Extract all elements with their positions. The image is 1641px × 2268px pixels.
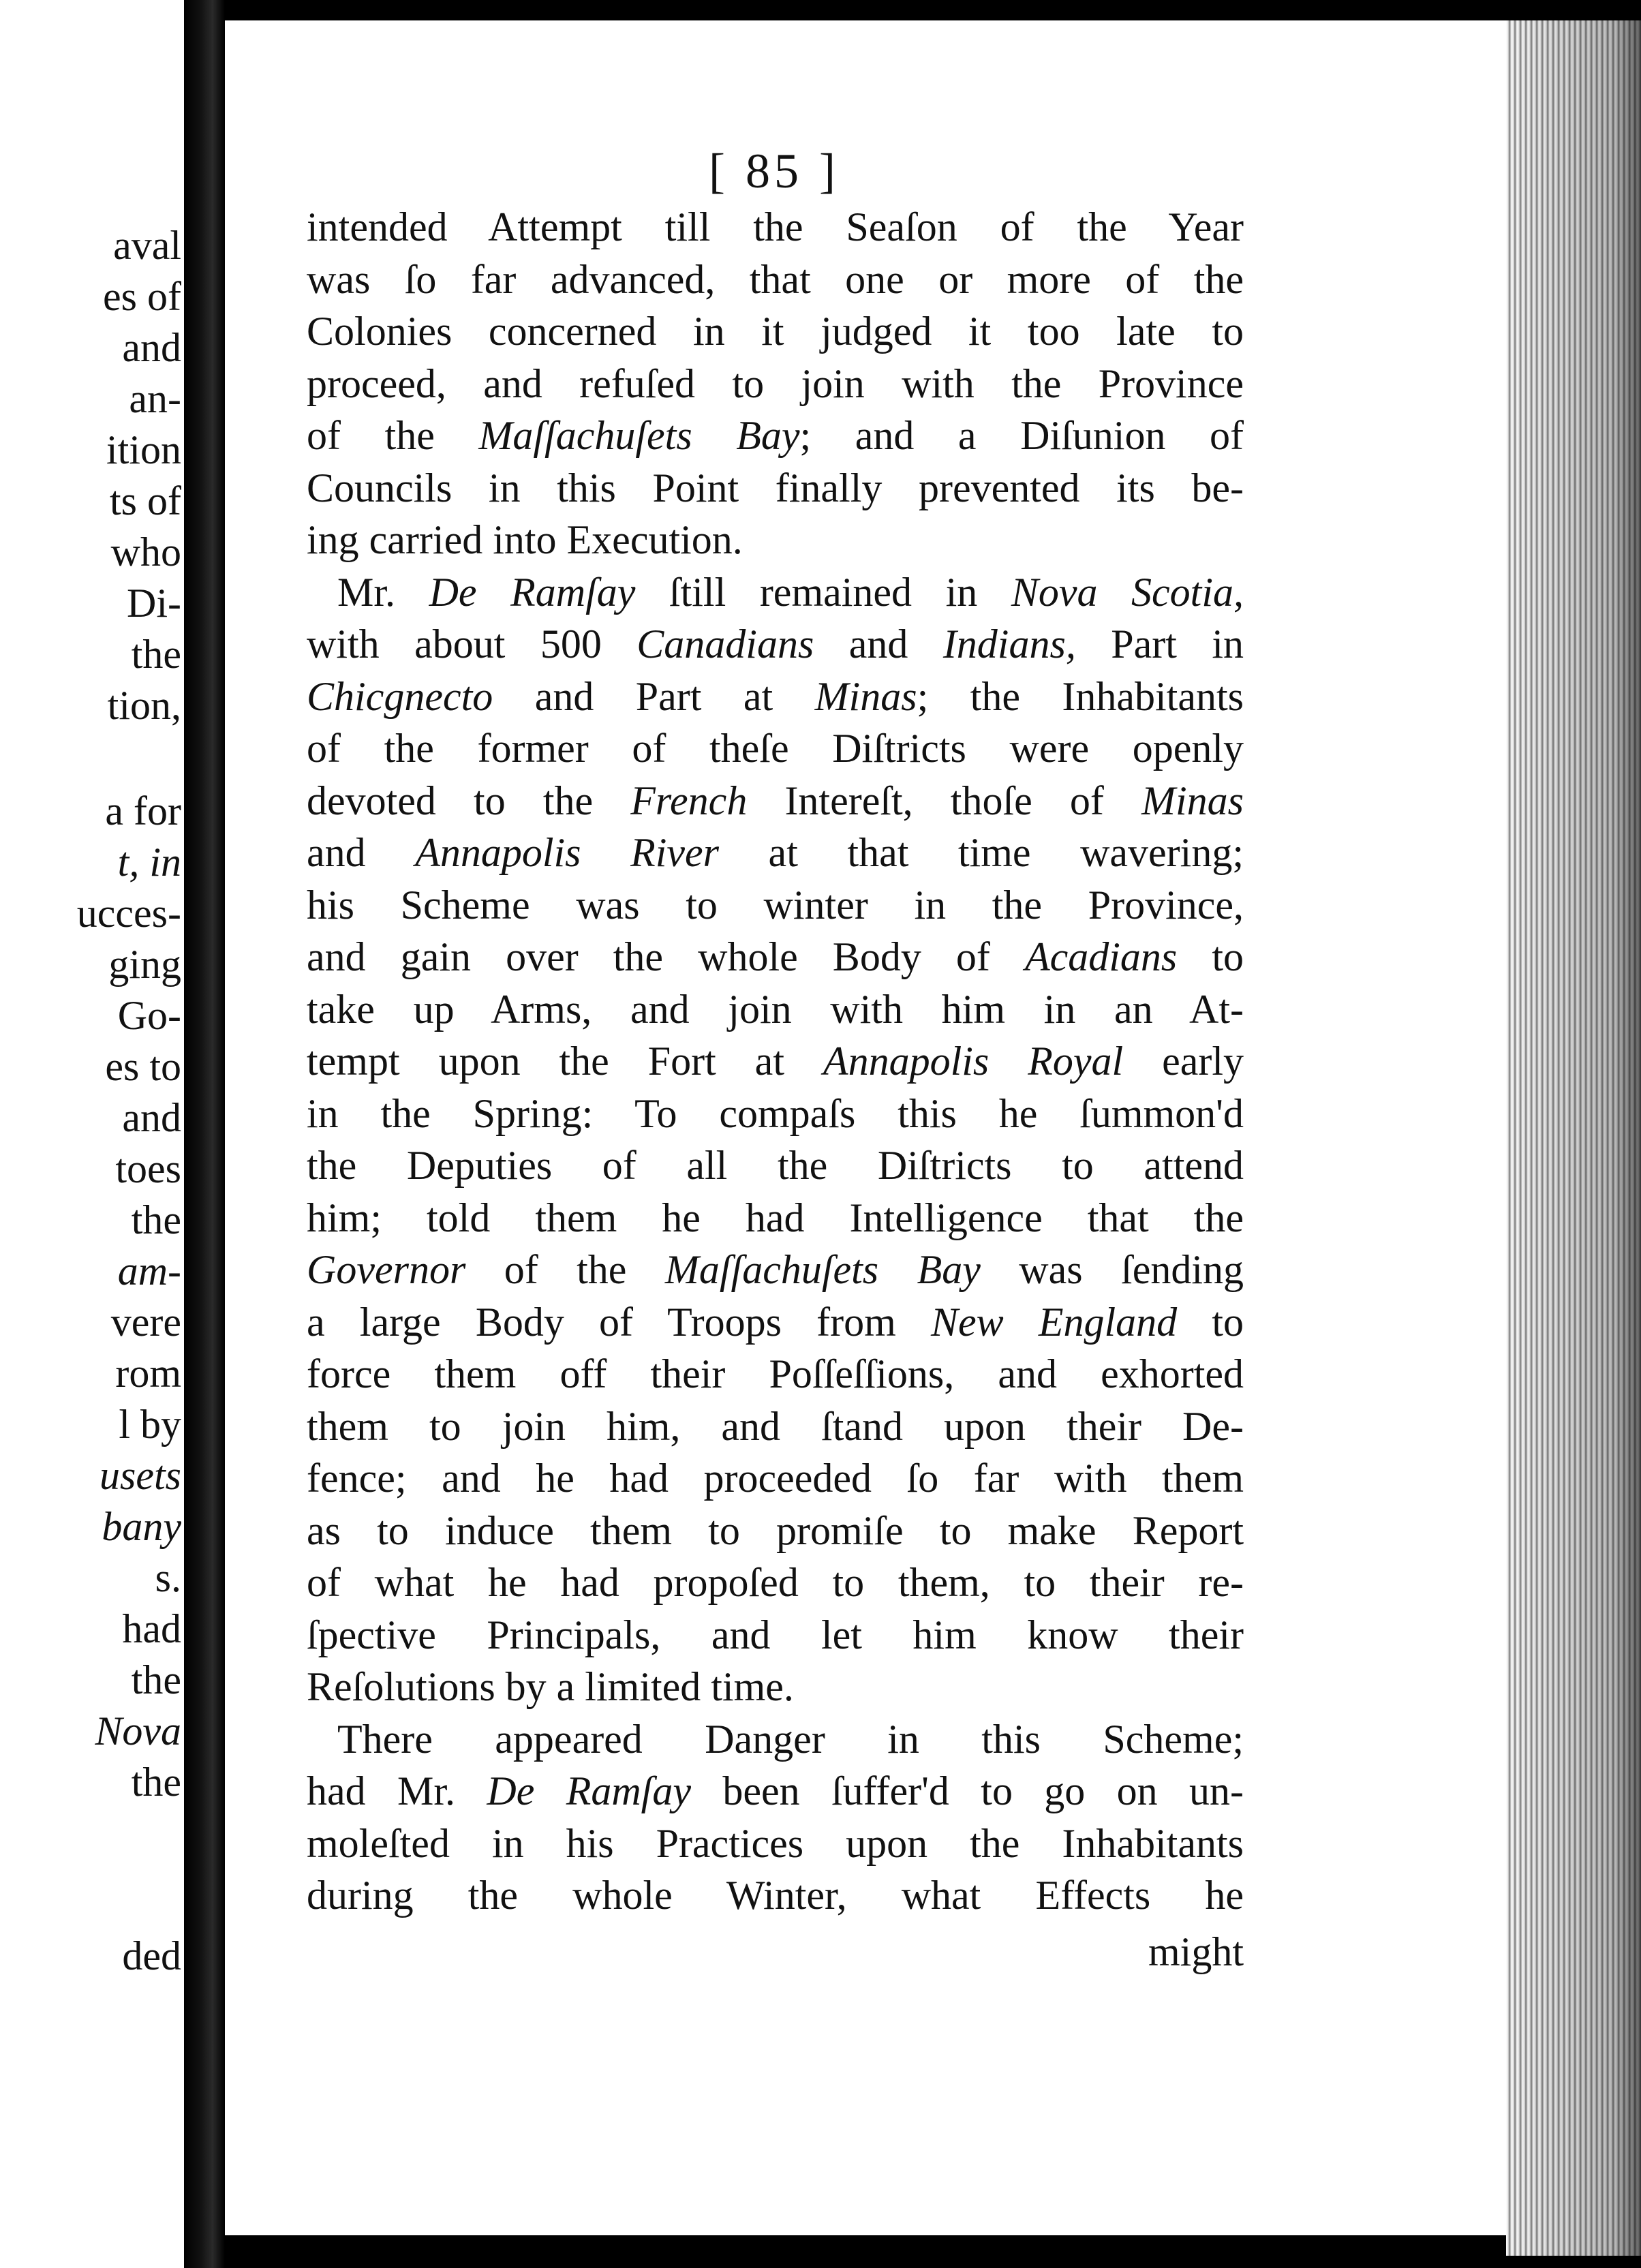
text-line [307,1400,1244,1453]
left-page-fragment: rom [115,1351,181,1396]
text-segment: was ſo far advanced, that one or more of the [307,256,1244,302]
text-segment: De Ramſay [429,569,636,615]
text-segment: of the [465,1247,665,1292]
left-page-fragment: ts of [110,478,181,523]
text-segment: had Mr. [307,1768,487,1813]
text-segment: was ſending [980,1247,1244,1292]
page-number: [ 85 ] [709,144,840,198]
text-segment: devoted to the [307,778,631,823]
text-segment: Canadians [637,622,814,666]
text-segment: ſtill remained in [635,569,1011,615]
text-segment: take up Arms, and join with him in an At- [307,986,1244,1032]
text-segment: Annapolis River [415,830,720,875]
text-segment: Governor [307,1247,466,1292]
left-page-fragment: who [110,530,181,574]
text-line [307,566,1244,619]
text-line [307,462,1244,515]
text-segment: Part in [1075,622,1244,666]
left-page-fragment: es to [105,1044,181,1089]
text-segment: Reſolutions by a limited time. [307,1664,794,1709]
left-page-fragment: ging [108,942,181,987]
text-segment: and Part at [493,673,815,719]
text-segment: ; and a Diſunion of [799,413,1244,458]
left-page-fragment: an- [129,376,181,421]
text-segment: and [814,622,943,666]
text-segment: Mr. [337,569,429,615]
text-segment: Indians, [942,622,1076,666]
left-page-fragment: ucces- [76,891,181,936]
left-page-fragment: ded [122,1933,181,1978]
text-line [307,201,1244,254]
text-segment: the Deputies of all the Diſtricts to attend [307,1143,1244,1188]
text-line [307,1661,1244,1713]
text-line [307,879,1244,932]
left-page-fragment: bany [102,1504,181,1549]
text-line [307,671,1244,723]
left-page-fragment: and [122,1095,181,1140]
text-segment: Minas [814,673,917,719]
text-segment: at that time wavering; [719,830,1244,875]
text-line [307,775,1244,827]
text-segment: a large Body of Troops from [307,1299,931,1345]
left-page-fragment: a for [105,788,181,833]
text-segment: force them off their Poſſeſſions, and exhorted [307,1351,1244,1396]
text-line [307,1557,1244,1609]
text-segment: to [1177,934,1244,979]
text-segment: of the [307,413,479,458]
text-segment: with about 500 [307,622,637,666]
text-segment: and [307,830,416,875]
left-page-fragment: the [131,1657,181,1702]
text-line [307,358,1244,410]
text-line [307,1869,1244,1922]
left-page-fragment: the [131,1197,181,1242]
left-page-fragment: es of [103,274,181,319]
text-line [307,1505,1244,1557]
text-line [307,1609,1244,1661]
body-text [307,201,1244,1978]
text-segment: Colonies concerned in it judged it too late to [307,309,1244,354]
text-line [307,1765,1244,1818]
text-line [307,1088,1244,1140]
text-segment: during the whole Winter, what Effects he [307,1873,1244,1918]
left-page-fragment: am- [117,1248,181,1293]
text-line [307,1192,1244,1244]
left-page-fragment: Di- [127,581,181,626]
text-line [307,618,1244,671]
text-segment: New England [930,1299,1178,1345]
text-line [307,254,1244,306]
left-facing-page [0,0,184,2268]
text-segment: Chicgnecto [307,673,493,719]
text-segment: Maſſachuſets Bay [664,1247,981,1292]
text-segment: of what he had propoſed to them, to their re- [307,1560,1244,1605]
text-line [307,1244,1244,1296]
text-line [307,514,1244,566]
text-line [307,827,1244,879]
left-page-fragment: s. [155,1555,181,1600]
text-line [307,1713,1244,1766]
text-line [307,1926,1244,1978]
text-segment: proceed, and refuſed to join with the Province [307,361,1244,406]
text-segment: Nova Scotia, [1011,569,1244,615]
text-segment: him; told them he had Intelligence that the [307,1195,1244,1240]
text-line [307,1296,1244,1349]
left-page-fragment: usets [99,1453,181,1498]
text-segment: might [1148,1929,1244,1974]
left-page-fragment: ition [106,427,181,472]
text-line [307,983,1244,1036]
text-segment: in the Spring: To compaſs this he ſummon'd [307,1090,1244,1136]
text-segment: ; the Inhabitants [917,673,1244,719]
left-page-fragment: Go- [117,993,181,1038]
text-segment: as to induce them to promiſe to make Report [307,1507,1244,1553]
text-line [307,722,1244,775]
text-segment: There appeared Danger in this Scheme; [337,1716,1244,1762]
text-line [307,1035,1244,1088]
left-page-fragment: t, in [117,840,181,885]
text-line [307,931,1244,983]
text-segment: to [1177,1299,1244,1345]
text-line [307,1452,1244,1505]
text-segment: Minas [1141,778,1244,823]
text-segment: Maſſachuſets Bay [478,413,800,458]
text-segment: moleſted in his Practices upon the Inhabitants [307,1820,1244,1866]
left-page-fragment: vere [110,1300,181,1345]
text-segment: been ſuffer'd to go on un- [690,1768,1244,1813]
text-segment: ſpective Principals, and let him know their [307,1612,1244,1657]
book-gutter [184,0,225,2268]
left-page-fragment: had [122,1606,181,1651]
text-segment: French [630,778,748,823]
text-segment: and gain over the whole Body of [307,934,1025,979]
left-page-fragment: the [131,1760,181,1805]
text-segment: De Ramſay [487,1768,691,1813]
text-segment: Councils in this Point finally prevented its be- [307,465,1244,510]
text-segment: them to join him, and ſtand upon their De- [307,1403,1244,1449]
text-segment: intended Attempt till the Seaſon of the Year [307,204,1244,249]
text-segment: of the former of theſe Diſtricts were openly [307,726,1244,771]
text-line [307,305,1244,358]
text-segment: Intereſt, thoſe of [747,778,1142,823]
text-line [307,410,1244,462]
left-page-fragment: and [122,325,181,370]
text-line [307,1139,1244,1192]
text-segment: ing carried into Execution. [307,517,743,562]
left-page-fragment: tion, [107,683,181,728]
text-segment: fence; and he had proceeded ſo far with them [307,1456,1244,1501]
text-segment: Acadians [1024,934,1178,979]
text-segment: Annapolis Royal [823,1039,1124,1084]
text-line [307,1818,1244,1870]
text-segment: tempt upon the Fort at [307,1039,823,1084]
text-segment: his Scheme was to winter in the Province, [307,882,1244,928]
left-page-fragment: the [131,632,181,677]
text-line [307,1348,1244,1400]
left-page-fragment: toes [115,1146,181,1191]
left-page-fragment: l by [119,1402,181,1447]
left-page-fragment: Nova [95,1708,181,1753]
page-edges [1506,20,1641,2256]
left-page-fragment: aval [113,223,181,268]
text-segment: early [1123,1039,1244,1084]
